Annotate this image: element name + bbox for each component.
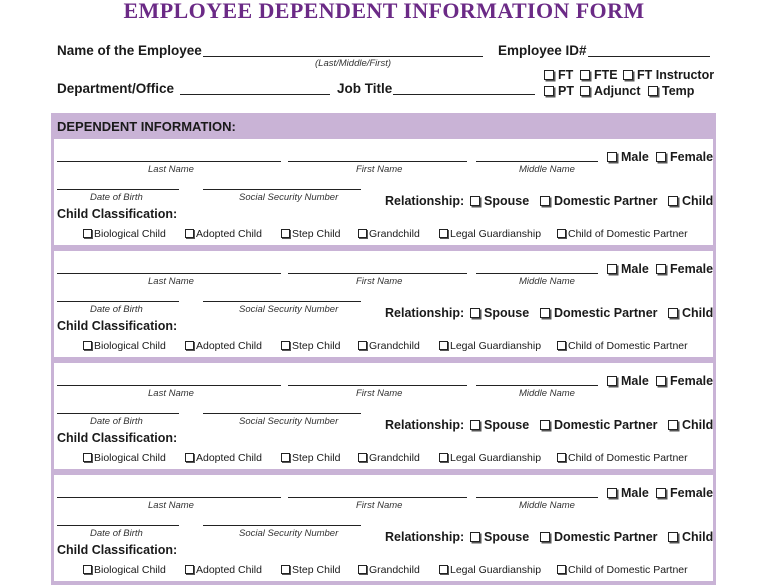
child-classification-label: Child Classification: — [57, 207, 178, 221]
dob-hint: Date of Birth — [90, 304, 143, 315]
checkbox-icon[interactable] — [470, 196, 480, 206]
middle-name-field[interactable] — [476, 161, 598, 162]
job-title-field[interactable] — [393, 94, 535, 95]
employee-name-field[interactable] — [203, 56, 483, 57]
class-domestic-partner-child[interactable]: Child of Domestic Partner — [557, 340, 688, 352]
checkbox-icon[interactable] — [470, 532, 480, 542]
male-option[interactable]: Male — [607, 486, 649, 500]
first-name-hint: First Name — [356, 500, 403, 511]
relationship-spouse[interactable]: Spouse — [470, 306, 529, 320]
last-name-field[interactable] — [57, 273, 281, 274]
checkbox-icon[interactable] — [557, 229, 566, 238]
last-name-field[interactable] — [57, 385, 281, 386]
first-name-field[interactable] — [288, 497, 467, 498]
checkbox-icon[interactable] — [185, 565, 194, 574]
checkbox-icon[interactable] — [185, 229, 194, 238]
checkbox-icon[interactable] — [668, 196, 678, 206]
relationship-label: Relationship: — [385, 306, 465, 320]
female-option[interactable]: Female — [656, 262, 713, 276]
ssn-hint: Social Security Number — [239, 192, 339, 203]
relationship-child[interactable]: Child — [668, 194, 713, 208]
checkbox-icon[interactable] — [281, 453, 290, 462]
checkbox-icon[interactable] — [185, 453, 194, 462]
last-name-field[interactable] — [57, 161, 281, 162]
checkbox-icon[interactable] — [358, 229, 367, 238]
last-name-hint: Last Name — [148, 388, 194, 399]
checkbox-icon[interactable] — [668, 532, 678, 542]
checkbox-icon[interactable] — [185, 341, 194, 350]
dob-field[interactable] — [57, 301, 179, 302]
checkbox-icon[interactable] — [656, 264, 666, 274]
checkbox-icon[interactable] — [470, 308, 480, 318]
first-name-field[interactable] — [288, 385, 467, 386]
ssn-field[interactable] — [203, 413, 361, 414]
class-grandchild[interactable]: Grandchild — [358, 564, 420, 576]
ssn-field[interactable] — [203, 189, 361, 190]
class-biological[interactable]: Biological Child — [83, 228, 166, 240]
checkbox-icon[interactable] — [358, 565, 367, 574]
first-name-field[interactable] — [288, 161, 467, 162]
class-domestic-partner-child[interactable]: Child of Domestic Partner — [557, 564, 688, 576]
class-domestic-partner-child[interactable]: Child of Domestic Partner — [557, 228, 688, 240]
department-field[interactable] — [180, 94, 330, 95]
female-option[interactable]: Female — [656, 374, 713, 388]
child-classification-label: Child Classification: — [57, 319, 178, 333]
last-name-hint: Last Name — [148, 164, 194, 175]
male-option[interactable]: Male — [607, 374, 649, 388]
ssn-field[interactable] — [203, 301, 361, 302]
relationship-spouse[interactable]: Spouse — [470, 194, 529, 208]
class-biological[interactable]: Biological Child — [83, 564, 166, 576]
checkbox-icon[interactable] — [623, 70, 633, 80]
class-step[interactable]: Step Child — [281, 452, 340, 464]
checkbox-icon[interactable] — [557, 453, 566, 462]
checkbox-icon[interactable] — [439, 453, 448, 462]
checkbox-icon[interactable] — [607, 264, 617, 274]
checkbox-icon[interactable] — [439, 229, 448, 238]
ssn-hint: Social Security Number — [239, 528, 339, 539]
checkbox-icon[interactable] — [648, 86, 658, 96]
form-title: EMPLOYEE DEPENDENT INFORMATION FORM — [123, 0, 645, 23]
ssn-hint: Social Security Number — [239, 416, 339, 427]
class-biological[interactable]: Biological Child — [83, 340, 166, 352]
middle-name-hint: Middle Name — [519, 500, 575, 511]
female-option[interactable]: Female — [656, 150, 713, 164]
dob-field[interactable] — [57, 525, 179, 526]
checkbox-icon[interactable] — [540, 420, 550, 430]
ssn-hint: Social Security Number — [239, 304, 339, 315]
checkbox-icon[interactable] — [668, 308, 678, 318]
male-option[interactable]: Male — [607, 262, 649, 276]
class-step[interactable]: Step Child — [281, 564, 340, 576]
relationship-domestic-partner[interactable]: Domestic Partner — [540, 306, 658, 320]
checkbox-icon[interactable] — [580, 86, 590, 96]
checkbox-icon[interactable] — [607, 488, 617, 498]
checkbox-icon[interactable] — [281, 229, 290, 238]
first-name-hint: First Name — [356, 164, 403, 175]
checkbox-icon[interactable] — [439, 565, 448, 574]
employee-id-field[interactable] — [588, 56, 710, 57]
dependent-block-3 — [54, 363, 713, 469]
dob-hint: Date of Birth — [90, 416, 143, 427]
class-legal-guardianship[interactable]: Legal Guardianship — [439, 452, 541, 464]
job-title-label: Job Title — [337, 81, 393, 96]
status-fte-option[interactable]: FTE — [580, 68, 618, 82]
relationship-domestic-partner[interactable]: Domestic Partner — [540, 194, 658, 208]
employee-name-hint: (Last/Middle/First) — [315, 58, 392, 69]
class-legal-guardianship[interactable]: Legal Guardianship — [439, 228, 541, 240]
status-adjunct-option[interactable]: Adjunct — [580, 84, 641, 98]
checkbox-icon[interactable] — [557, 565, 566, 574]
class-adopted[interactable]: Adopted Child — [185, 340, 262, 352]
checkbox-icon[interactable] — [668, 420, 678, 430]
department-label: Department/Office — [57, 81, 175, 96]
relationship-child[interactable]: Child — [668, 306, 713, 320]
first-name-hint: First Name — [356, 388, 403, 399]
checkbox-icon[interactable] — [580, 70, 590, 80]
class-grandchild[interactable]: Grandchild — [358, 228, 420, 240]
checkbox-icon[interactable] — [656, 376, 666, 386]
relationship-label: Relationship: — [385, 418, 465, 432]
class-adopted[interactable]: Adopted Child — [185, 452, 262, 464]
checkbox-icon[interactable] — [607, 376, 617, 386]
middle-name-hint: Middle Name — [519, 276, 575, 287]
middle-name-field[interactable] — [476, 385, 598, 386]
checkbox-icon[interactable] — [83, 453, 92, 462]
checkbox-icon[interactable] — [540, 308, 550, 318]
ssn-field[interactable] — [203, 525, 361, 526]
checkbox-icon[interactable] — [439, 341, 448, 350]
relationship-label: Relationship: — [385, 194, 465, 208]
middle-name-field[interactable] — [476, 497, 598, 498]
dependent-block-4 — [54, 475, 713, 581]
dependent-block-2 — [54, 251, 713, 357]
employee-name-label: Name of the Employee — [57, 43, 202, 58]
checkbox-icon[interactable] — [281, 341, 290, 350]
class-step[interactable]: Step Child — [281, 228, 340, 240]
employee-id-label: Employee ID# — [498, 43, 587, 58]
class-grandchild[interactable]: Grandchild — [358, 340, 420, 352]
checkbox-icon[interactable] — [540, 196, 550, 206]
child-classification-label: Child Classification: — [57, 543, 178, 557]
checkbox-icon[interactable] — [557, 341, 566, 350]
status-ft-instructor-option[interactable]: FT Instructor — [623, 68, 714, 82]
class-biological[interactable]: Biological Child — [83, 452, 166, 464]
relationship-label: Relationship: — [385, 530, 465, 544]
relationship-domestic-partner[interactable]: Domestic Partner — [540, 418, 658, 432]
class-adopted[interactable]: Adopted Child — [185, 564, 262, 576]
dob-field[interactable] — [57, 189, 179, 190]
first-name-field[interactable] — [288, 273, 467, 274]
dob-hint: Date of Birth — [90, 528, 143, 539]
dependent-section — [51, 113, 716, 585]
class-domestic-partner-child[interactable]: Child of Domestic Partner — [557, 452, 688, 464]
checkbox-icon[interactable] — [544, 86, 554, 96]
checkbox-icon[interactable] — [656, 152, 666, 162]
status-pt-option[interactable]: PT — [544, 84, 574, 98]
last-name-hint: Last Name — [148, 276, 194, 287]
dob-hint: Date of Birth — [90, 192, 143, 203]
checkbox-icon[interactable] — [358, 341, 367, 350]
relationship-child[interactable]: Child — [668, 530, 713, 544]
relationship-spouse[interactable]: Spouse — [470, 530, 529, 544]
class-legal-guardianship[interactable]: Legal Guardianship — [439, 564, 541, 576]
class-adopted[interactable]: Adopted Child — [185, 228, 262, 240]
checkbox-icon[interactable] — [540, 532, 550, 542]
last-name-field[interactable] — [57, 497, 281, 498]
checkbox-icon[interactable] — [83, 341, 92, 350]
child-classification-label: Child Classification: — [57, 431, 178, 445]
checkbox-icon[interactable] — [83, 229, 92, 238]
female-option[interactable]: Female — [656, 486, 713, 500]
checkbox-icon[interactable] — [358, 453, 367, 462]
checkbox-icon[interactable] — [544, 70, 554, 80]
class-grandchild[interactable]: Grandchild — [358, 452, 420, 464]
checkbox-icon[interactable] — [83, 565, 92, 574]
checkbox-icon[interactable] — [607, 152, 617, 162]
checkbox-icon[interactable] — [470, 420, 480, 430]
section-title: DEPENDENT INFORMATION: — [57, 119, 236, 134]
middle-name-hint: Middle Name — [519, 388, 575, 399]
male-option[interactable]: Male — [607, 150, 649, 164]
relationship-child[interactable]: Child — [668, 418, 713, 432]
relationship-spouse[interactable]: Spouse — [470, 418, 529, 432]
checkbox-icon[interactable] — [281, 565, 290, 574]
dependent-block-1 — [54, 139, 713, 245]
class-legal-guardianship[interactable]: Legal Guardianship — [439, 340, 541, 352]
first-name-hint: First Name — [356, 276, 403, 287]
class-step[interactable]: Step Child — [281, 340, 340, 352]
checkbox-icon[interactable] — [656, 488, 666, 498]
status-temp-option[interactable]: Temp — [648, 84, 694, 98]
last-name-hint: Last Name — [148, 500, 194, 511]
status-ft-option[interactable]: FT — [544, 68, 573, 82]
relationship-domestic-partner[interactable]: Domestic Partner — [540, 530, 658, 544]
middle-name-hint: Middle Name — [519, 164, 575, 175]
middle-name-field[interactable] — [476, 273, 598, 274]
dob-field[interactable] — [57, 413, 179, 414]
